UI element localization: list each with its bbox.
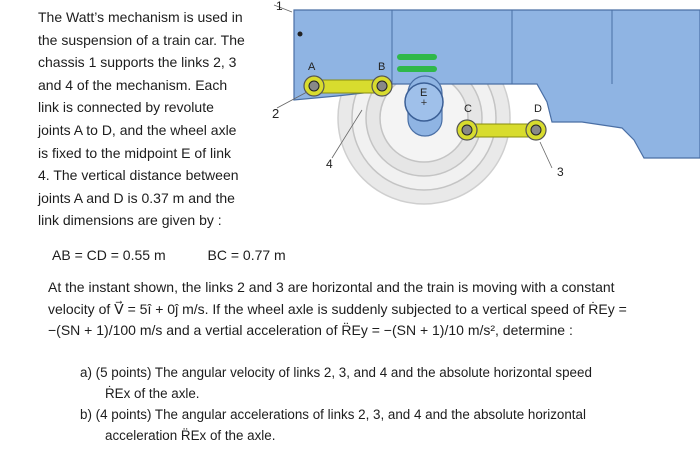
question-parts xyxy=(80,362,592,446)
label-2: 2 xyxy=(272,106,280,121)
joint-a xyxy=(304,76,324,96)
paragraph-line: −(SN + 1)/100 m/s and a vertial acceleration of R̈Ey = −(SN + 1)/10 m/s², determine : xyxy=(48,322,573,338)
label-a: A xyxy=(308,61,316,73)
joint-d xyxy=(526,120,546,140)
intro-line: joints A to D, and the wheel axle xyxy=(38,121,237,138)
part-a-line2: ṘEx of the axle. xyxy=(105,386,200,401)
chassis-dot xyxy=(298,32,303,37)
intro-line: link dimensions are given by : xyxy=(38,212,222,229)
label-b: B xyxy=(378,61,386,73)
label-d: D xyxy=(534,103,542,115)
problem-paragraph xyxy=(48,277,688,342)
paragraph-line: At the instant shown, the links 2 and 3 are horizontal and the train is moving with a constant xyxy=(48,279,615,295)
part-b-line1: b) (4 points) The angular accelerations of links 2, 3, and 4 and the absolute horizontal xyxy=(80,407,586,422)
part-a-line1: a) (5 points) The angular velocity of links 2, 3, and 4 and the absolute horizontal speed xyxy=(80,365,592,380)
intro-line: joints A and D is 0.37 m and the xyxy=(38,189,235,206)
label-1: 1 xyxy=(276,0,283,13)
intro-line: is fixed to the midpoint E of link xyxy=(38,144,231,161)
joint-b xyxy=(372,76,392,96)
watt-mechanism-figure xyxy=(272,0,700,190)
intro-line: The Watt’s mechanism is used in xyxy=(38,9,243,25)
part-b-line2: acceleration R̈Ex of the axle. xyxy=(105,428,276,443)
label-c: C xyxy=(464,103,472,115)
label-3: 3 xyxy=(557,165,564,179)
link-dimensions xyxy=(52,247,324,263)
axle-e-center: + xyxy=(420,97,428,109)
intro-line: link is connected by revolute xyxy=(38,99,214,116)
intro-text xyxy=(38,6,270,232)
dim-bc: BC = 0.77 m xyxy=(207,247,286,263)
paragraph-line: velocity of V⃗ = 5î + 0ĵ m/s. If the wheel axle is suddenly subjected to a vertical speed of ṘEy = xyxy=(48,300,627,317)
intro-line: chassis 1 supports the links 2, 3 xyxy=(38,54,237,71)
intro-line: the suspension of a train car. The xyxy=(38,31,245,48)
dim-ab-cd: AB = CD = 0.55 m xyxy=(52,247,166,263)
intro-line: 4. The vertical distance between xyxy=(38,167,239,184)
label-4: 4 xyxy=(326,157,333,171)
intro-line: and 4 of the mechanism. Each xyxy=(38,76,228,93)
joint-c xyxy=(457,120,477,140)
label-e: E xyxy=(420,87,428,99)
